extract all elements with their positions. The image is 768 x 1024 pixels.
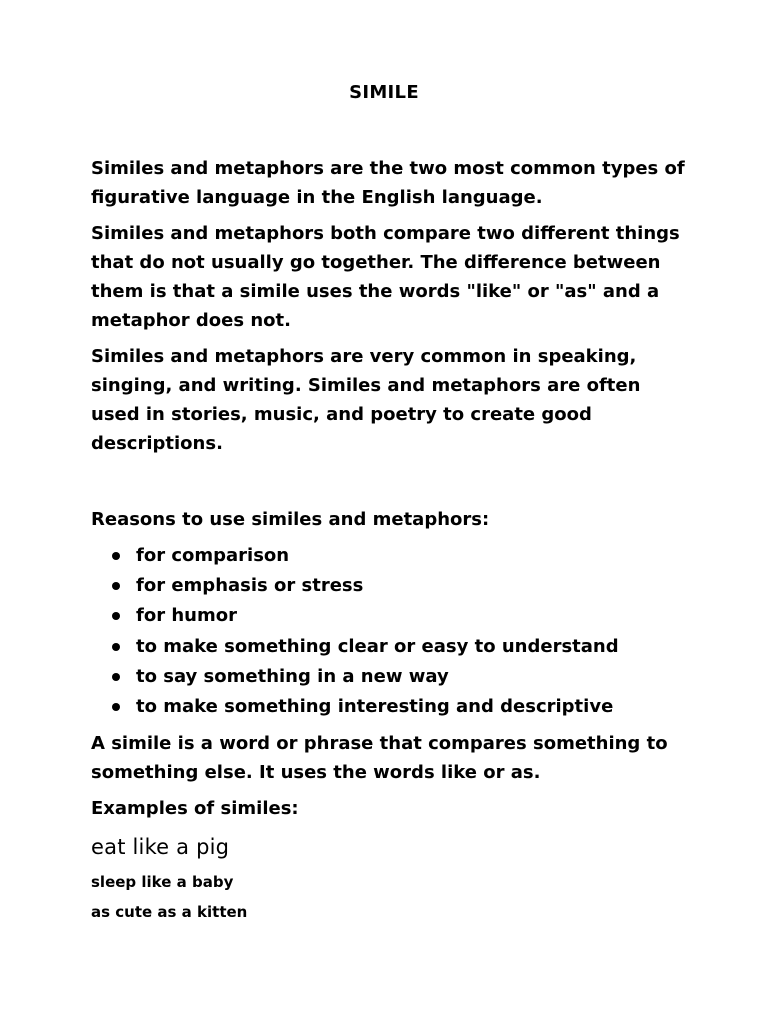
list-item <box>91 571 691 601</box>
page-title: SIMILE <box>349 82 419 103</box>
reasons-heading: Reasons to use similes and metaphors: <box>91 509 490 530</box>
example-sleep-like-a-baby: sleep like a baby <box>91 873 234 892</box>
bullet-icon <box>112 673 120 681</box>
list-item <box>91 662 691 692</box>
list-item <box>91 692 691 722</box>
example-as-cute-as-a-kitten: as cute as a kitten <box>91 903 248 922</box>
examples-heading: Examples of similes: <box>91 798 299 820</box>
bullet-icon <box>112 552 120 560</box>
difference-paragraph: Similes and metaphors both compare two different things that do not usually go together. The difference between them is that a simile uses the words "like" or "as" and a metaphor does not. <box>91 223 680 331</box>
intro-paragraph: Similes and metaphors are the two most common types of figurative language in the English language. <box>91 158 685 208</box>
list-item <box>91 632 691 662</box>
list-item-text: to make something interesting and descriptive <box>136 696 614 718</box>
list-item-text: for emphasis or stress <box>136 575 364 597</box>
list-item-text: for comparison <box>136 545 290 566</box>
list-item-text: to say something in a new way <box>136 665 449 687</box>
bullet-icon <box>112 582 120 590</box>
list-item <box>91 601 691 631</box>
reasons-list <box>91 541 691 722</box>
bullet-icon <box>112 703 120 711</box>
definition-paragraph: A simile is a word or phrase that compares something to something else. It uses the words like or as. <box>91 733 668 784</box>
list-item-text: to make something clear or easy to understand <box>136 635 619 657</box>
list-item <box>91 541 691 571</box>
usage-paragraph: Similes and metaphors are very common in speaking, singing, and writing. Similes and metaphors are often used in stories, music, and poetry to create good descriptions. <box>91 346 641 454</box>
example-eat-like-a-pig: eat like a pig <box>91 835 230 860</box>
document-body <box>91 154 691 930</box>
section-spacer <box>91 465 691 505</box>
list-item-text: for humor <box>136 605 237 627</box>
bullet-icon <box>112 643 120 651</box>
bullet-icon <box>112 612 120 620</box>
